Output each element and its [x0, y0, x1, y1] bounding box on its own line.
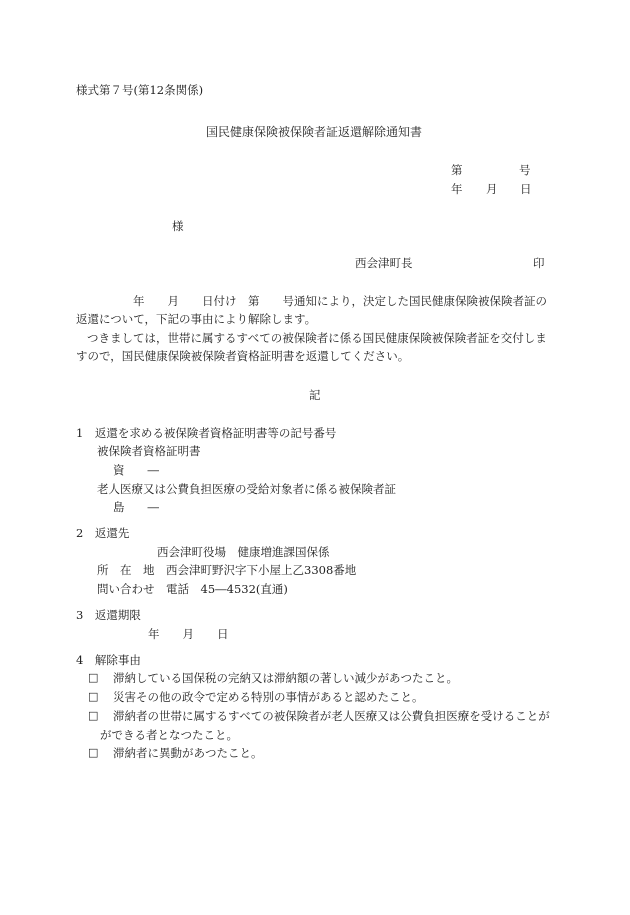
- reason-1-text: 滞納している国保税の完納又は滞納額の著しい減少があつたこと。: [113, 671, 458, 685]
- body-p2-line1: つきましては，世帯に属するすべての被保険者に係る国民健康保険被保険者証を交付しま: [87, 331, 547, 345]
- section3-heading: 3 返還期限: [76, 608, 141, 622]
- section1-item-b: 老人医療又は公費負担医療の受給対象者に係る被保険者証: [97, 482, 396, 496]
- issuer: 西会津町長: [355, 256, 413, 270]
- body-p1-line2: 返還について，下記の事由により解除します。: [76, 312, 317, 326]
- section1-heading: 1 返還を求める被保険者資格証明書等の記号番号: [76, 426, 337, 440]
- checkbox-reason-3: □: [88, 709, 99, 722]
- section2-office: 西会津町役場 健康増進課国保係: [157, 545, 330, 559]
- section1-item-a: 被保険者資格証明書: [97, 444, 201, 458]
- checkbox-reason-2: □: [88, 690, 99, 703]
- body-p1-line1: 年 月 日付け 第 号通知により，決定した国民健康保険被保険者証の: [133, 294, 547, 308]
- date-year: 年: [451, 182, 463, 196]
- seal-mark: 印: [533, 256, 545, 270]
- section1-item-a-code: 資 ―: [113, 463, 159, 477]
- body-p2-line2: すので，国民健康保険被保険者資格証明書を返還してください。: [76, 349, 410, 363]
- number-prefix: 第: [451, 163, 463, 177]
- section2-heading: 2 返還先: [76, 526, 130, 540]
- date-day: 日: [520, 182, 532, 196]
- section3-date: 年 月 日: [148, 627, 229, 641]
- addressee-honorific: 様: [172, 219, 184, 233]
- form-label: 様式第７号(第12条関係): [76, 83, 204, 97]
- reason-3-text-cont: ができる者となつたこと。: [100, 728, 238, 742]
- reason-2-text: 災害その他の政令で定める特別の事情があると認めたこと。: [113, 690, 424, 704]
- document-title: 国民健康保険被保険者証返還解除通知書: [206, 125, 423, 139]
- reason-4-text: 滞納者に異動があつたこと。: [113, 746, 263, 760]
- section2-contact: 問い合わせ 電話 45―4532(直通): [97, 582, 288, 596]
- date-month: 月: [486, 182, 498, 196]
- section2-address: 所 在 地 西会津町野沢字下小屋上乙3308番地: [97, 563, 357, 577]
- section1-item-b-code: 島 ―: [113, 500, 159, 514]
- checkbox-reason-1: □: [88, 671, 99, 684]
- reason-3-text: 滞納者の世帯に属するすべての被保険者が老人医療又は公費負担医療を受けることが: [113, 709, 550, 723]
- number-suffix: 号: [519, 163, 531, 177]
- checkbox-reason-4: □: [88, 746, 99, 759]
- section4-heading: 4 解除事由: [76, 653, 141, 667]
- ki-heading: 記: [309, 388, 321, 402]
